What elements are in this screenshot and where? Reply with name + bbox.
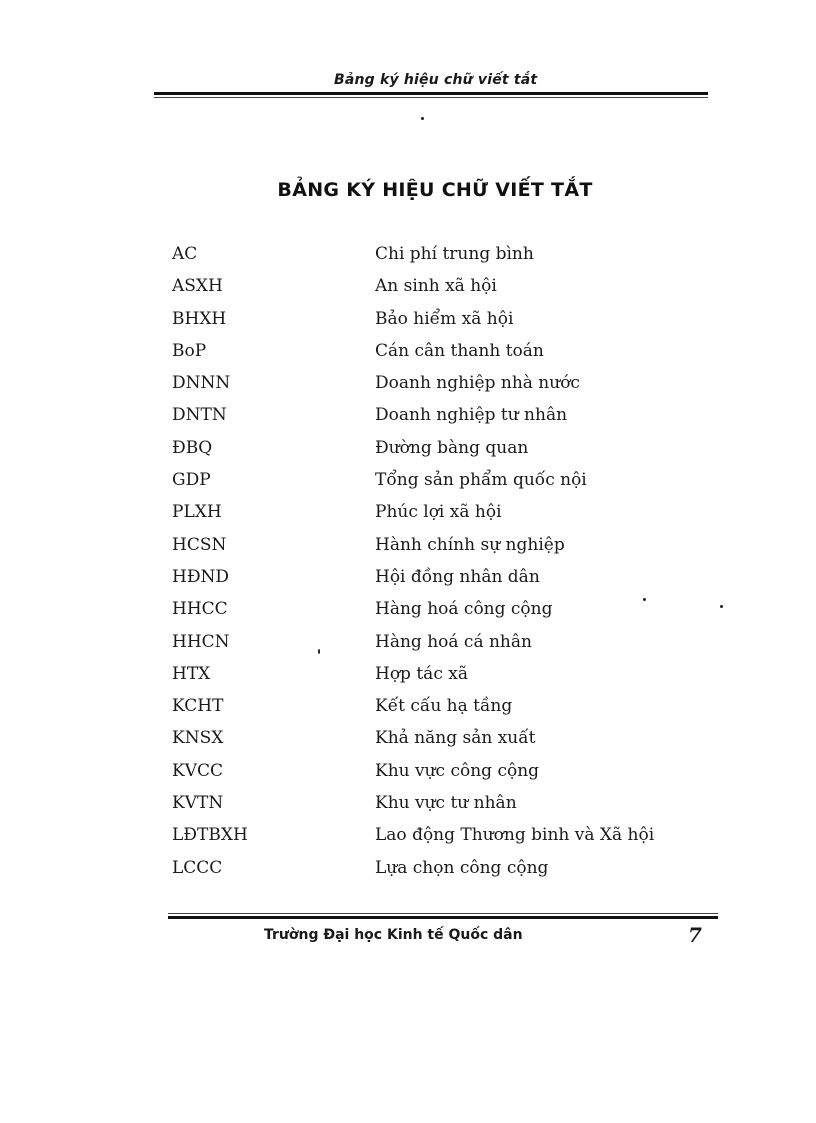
scan-speck <box>720 605 723 608</box>
abbreviation-code: LCCC <box>172 857 223 878</box>
abbreviation-meaning: Hợp tác xã <box>375 663 468 684</box>
abbreviation-row <box>172 629 692 661</box>
abbreviation-meaning: Hội đồng nhân dân <box>375 566 540 587</box>
abbreviation-meaning: Khả năng sản xuất <box>375 728 536 749</box>
abbreviation-code: PLXH <box>172 502 222 523</box>
abbreviation-meaning: Bảo hiểm xã hội <box>375 308 514 329</box>
abbreviation-code: DNTN <box>172 405 227 426</box>
abbreviation-meaning: Hành chính sự nghiệp <box>375 534 565 555</box>
abbreviation-row <box>172 435 692 467</box>
abbreviation-row <box>172 273 692 305</box>
abbreviation-code: GDP <box>172 470 211 491</box>
abbreviation-code: HCSN <box>172 534 227 555</box>
scan-speck <box>421 117 424 120</box>
abbreviation-code: LĐTBXH <box>172 825 248 846</box>
abbreviation-row <box>172 532 692 564</box>
abbreviation-row <box>172 564 692 596</box>
running-header <box>150 68 708 102</box>
abbreviation-meaning: Lao động Thương binh và Xã hội <box>375 825 655 846</box>
abbreviation-meaning: Khu vực tư nhân <box>375 793 517 814</box>
abbreviation-meaning: Lựa chọn công cộng <box>375 857 549 878</box>
abbreviation-meaning: Tổng sản phẩm quốc nội <box>375 470 587 491</box>
abbreviation-row <box>172 338 692 370</box>
abbreviation-row <box>172 822 692 854</box>
abbreviation-row <box>172 725 692 757</box>
abbreviation-meaning: Doanh nghiệp nhà nước <box>375 373 580 394</box>
abbreviation-meaning: Doanh nghiệp tư nhân <box>375 405 568 426</box>
abbreviation-row <box>172 306 692 338</box>
abbreviation-meaning: Chi phí trung bình <box>375 244 534 264</box>
abbreviation-code: KCHT <box>172 696 224 717</box>
abbreviation-row <box>172 402 692 434</box>
abbreviation-code: HHCC <box>172 599 228 620</box>
header-rule-thick <box>154 92 708 95</box>
abbreviation-meaning: Cán cân thanh toán <box>375 340 544 361</box>
page-number: 7 <box>688 923 702 947</box>
abbreviation-meaning: Hàng hoá cá nhân <box>375 631 532 652</box>
abbreviation-code: HHCN <box>172 631 230 652</box>
abbreviation-row <box>172 693 692 725</box>
abbreviation-meaning: Khu vực công cộng <box>375 760 540 781</box>
abbreviation-row <box>172 758 692 790</box>
abbreviation-meaning: An sinh xã hội <box>375 276 497 297</box>
abbreviation-code: KNSX <box>172 728 224 749</box>
abbreviation-row <box>172 499 692 531</box>
abbreviation-code: KVTN <box>172 793 224 814</box>
footer <box>168 910 720 960</box>
abbreviation-code: ASXH <box>172 276 223 297</box>
abbreviation-row <box>172 790 692 822</box>
abbreviation-meaning: Đường bàng quan <box>375 437 529 458</box>
abbreviation-row <box>172 241 692 273</box>
footer-rule-thin <box>168 913 718 914</box>
running-header-title: Bảng ký hiệu chữ viết tắt <box>334 72 538 88</box>
abbreviation-code: KVCC <box>172 760 223 781</box>
abbreviation-meaning: Phúc lợi xã hội <box>375 502 502 523</box>
abbreviation-meaning: Kết cấu hạ tầng <box>375 696 513 717</box>
abbreviation-meaning: Hàng hoá công cộng <box>375 599 553 620</box>
abbreviation-code: AC <box>172 244 198 264</box>
abbreviation-row <box>172 467 692 499</box>
page-title: BẢNG KÝ HIỆU CHỮ VIẾT TẮT <box>277 178 593 201</box>
abbreviation-code: DNNN <box>172 373 231 394</box>
abbreviation-code: BoP <box>172 340 207 361</box>
abbreviation-row <box>172 370 692 402</box>
abbreviation-code: HĐND <box>172 566 230 587</box>
abbreviation-code: ĐBQ <box>172 437 213 458</box>
abbreviation-code: BHXH <box>172 308 227 329</box>
abbreviation-row <box>172 596 692 628</box>
abbreviation-row <box>172 661 692 693</box>
abbreviation-row <box>172 855 692 887</box>
abbreviation-list <box>172 241 692 887</box>
footer-institution: Trường Đại học Kinh tế Quốc dân <box>264 927 523 943</box>
footer-rule-thick <box>168 916 718 919</box>
header-rule-thin <box>154 97 708 98</box>
abbreviation-code: HTX <box>172 663 211 684</box>
